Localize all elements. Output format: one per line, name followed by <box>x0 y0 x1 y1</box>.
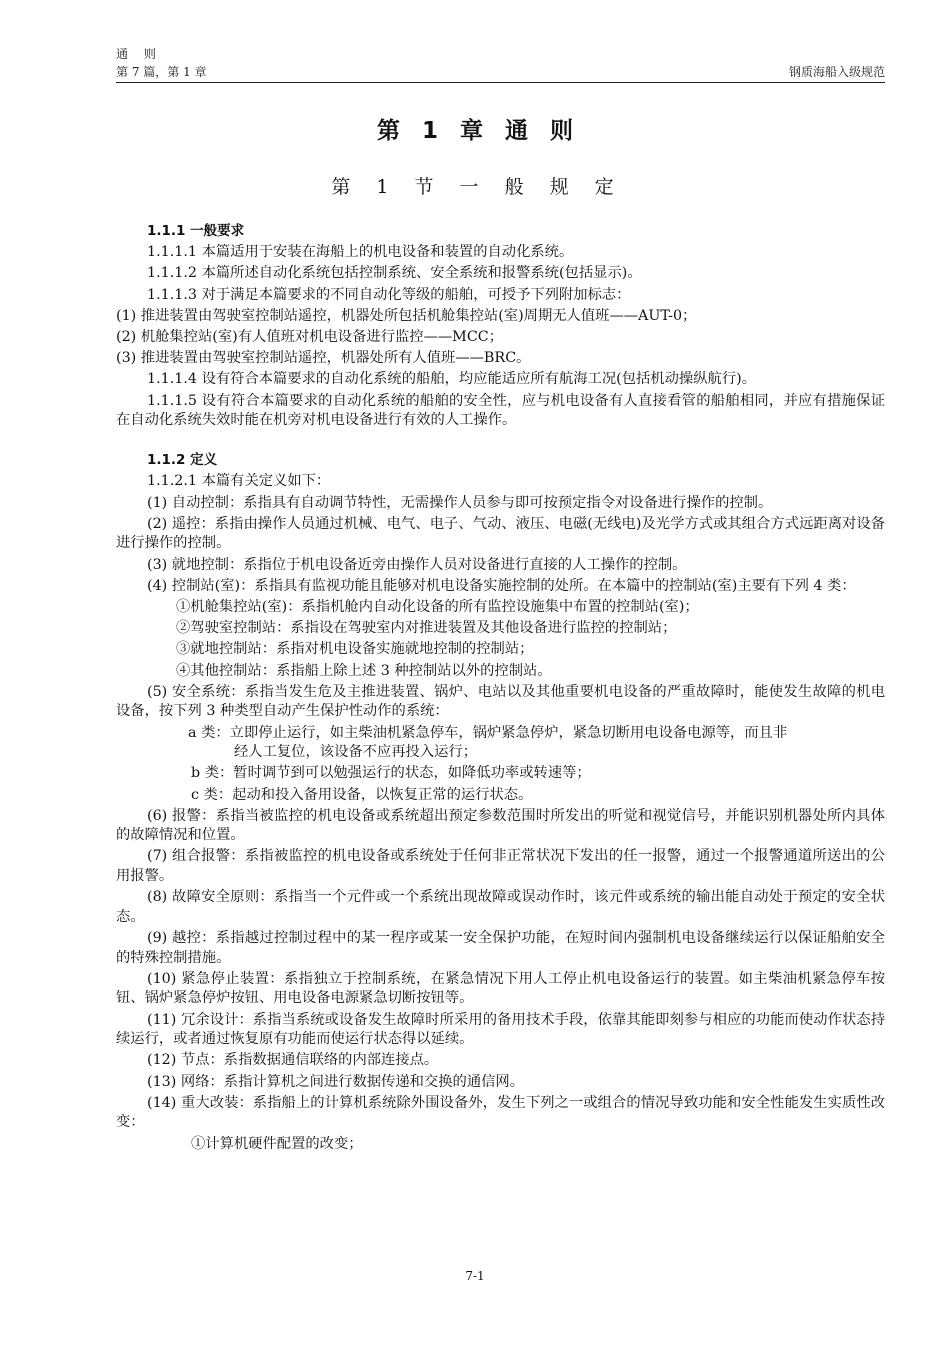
definition-item: (3) 就地控制：系指位于机电设备近旁由操作人员对设备进行直接的人工操作的控制。 <box>147 556 687 573</box>
sub-item: ①计算机硬件配置的改变； <box>191 1135 363 1152</box>
definition-item: (8) 故障安全原则：系指当一个元件或一个系统出现故障或误动作时，该元件或系统的输出能自动处于预定的安全状态。 <box>116 889 885 925</box>
definition-item: (2) 遥控：系指由操作人员通过机械、电气、电子、气动、液压、电磁(无线电)及光学方式或其组合方式远距离对设备进行操作的控制。 <box>116 515 885 552</box>
page-number: 7-1 <box>465 1269 485 1283</box>
definition-item: (13) 网络：系指计算机之间进行数据传递和交换的通信网。 <box>147 1073 525 1090</box>
list-item: (3) 推进装置由驾驶室控制站遥控，机器处所有人值班——BRC。 <box>116 350 531 367</box>
paragraph: 1.1.1.1 本篇适用于安装在海船上的机电设备和装置的自动化系统。 <box>147 244 574 261</box>
sub-item: ③就地控制站：系指对机电设备实施就地控制的控制站； <box>176 641 534 658</box>
definition-item: (14) 重大改装：系指船上的计算机系统除外围设备外，发生下列之一或组合的情况导致功能和安全性能发生实质性改变： <box>116 1094 885 1131</box>
definition-item: (7) 组合报警：系指被监控的机电设备或系统处于任何非正常状况下发出的任一报警，通过一个报警通道所送出的公用报警。 <box>116 848 885 885</box>
definition-item: (1) 自动控制：系指具有自动调节特性，无需操作人员参与即可按预定指令对设备进行操作的控制。 <box>147 494 773 511</box>
class-item: c 类：起动和投入备用设备，以恢复正常的运行状态。 <box>191 786 533 803</box>
definition-item: (5) 安全系统：系指当发生危及主推进装置、锅炉、电站以及其他重要机电设备的严重故障时，能使发生故障的机电设备，按下列 3 种类型自动产生保护性动作的系统： <box>116 683 885 720</box>
class-item-text: a 类：立即停止运行，如主柴油机紧急停车，锅炉紧急停炉，紧急切断用电设备电源等，而且非 <box>188 724 788 741</box>
subsection-heading: 1.1.2 定义 <box>147 452 218 469</box>
definition-item: (12) 节点：系指数据通信联络的内部连接点。 <box>147 1052 439 1069</box>
paragraph: 1.1.1.3 对于满足本篇要求的不同自动化等级的船舶，可授予下列附加标志： <box>147 286 631 303</box>
sub-item: ②驾驶室控制站：系指设在驾驶室内对推进装置及其他设备进行监控的控制站； <box>176 620 677 637</box>
section-title: 第 1 节 一 般 规 定 <box>331 176 619 198</box>
header-rule <box>116 82 885 83</box>
running-header-title: 通 则 <box>116 47 162 61</box>
paragraph: 1.1.2.1 本篇有关定义如下： <box>147 473 331 490</box>
definition-item: (4) 控制站(室)：系指具有监视功能且能够对机电设备实施控制的处所。在本篇中的控制站(室)主要有下列 4 类： <box>147 577 856 594</box>
spacer <box>116 432 885 451</box>
paragraph: 1.1.1.2 本篇所述自动化系统包括控制系统、安全系统和报警系统(包括显示)。 <box>147 265 642 282</box>
sub-item: ①机舱集控站(室)：系指机舱内自动化设备的所有监控设施集中布置的控制站(室)； <box>176 599 699 615</box>
definition-item: (11) 冗余设计：系指当系统或设备发生故障时所采用的备用技术手段，依靠其能即刻参与相应的功能而使动作状态持续运行，或者通过恢复原有功能而使运行状态得以延续。 <box>116 1011 885 1048</box>
running-header-location: 第 7 篇，第 1 章 <box>116 65 207 79</box>
definition-item: (10) 紧急停止装置：系指独立于控制系统，在紧急情况下用人工停止机电设备运行的装置。如主柴油机紧急停车按钮、锅炉紧急停炉按钮、用电设备电源紧急切断按钮等。 <box>116 970 885 1007</box>
definition-item: (6) 报警：系指当被监控的机电设备或系统超出预定参数范围时所发出的听觉和视觉信号，并能识别机器处所内具体的故障情况和位置。 <box>116 807 885 844</box>
class-item <box>116 724 885 763</box>
sub-item: ④其他控制站：系指船上除上述 3 种控制站以外的控制站。 <box>176 662 552 679</box>
document-body <box>116 222 885 1156</box>
paragraph: 1.1.1.5 设有符合本篇要求的自动化系统的船舶的安全性，应与机电设备有人直接看管的船舶相同，并应有措施保证在自动化系统失效时能在机旁对机电设备进行有效的人工操作。 <box>116 392 885 429</box>
class-item: b 类：暂时调节到可以勉强运行的状态，如降低功率或转速等； <box>191 765 591 782</box>
subsection-heading: 1.1.1 一般要求 <box>147 223 245 239</box>
chapter-title: 第 1 章 通 则 <box>376 118 574 144</box>
list-item: (1) 推进装置由驾驶室控制站遥控，机器处所包括机舱集控站(室)周期无人值班——AUT-0； <box>116 307 697 324</box>
class-item-continuation: 经人工复位，该设备不应再投入运行； <box>234 744 478 761</box>
paragraph: 1.1.1.4 设有符合本篇要求的自动化系统的船舶，均应能适应所有航海工况(包括机动操纵航行)。 <box>147 371 756 388</box>
list-item: (2) 机舱集控站(室)有人值班对机电设备进行监控——MCC； <box>116 328 503 345</box>
definition-item: (9) 越控：系指越过控制过程中的某一程序或某一安全保护功能，在短时间内强制机电设备继续运行以保证船舶安全的特殊控制措施。 <box>116 930 885 966</box>
running-header-book-title: 钢质海船入级规范 <box>788 65 885 79</box>
